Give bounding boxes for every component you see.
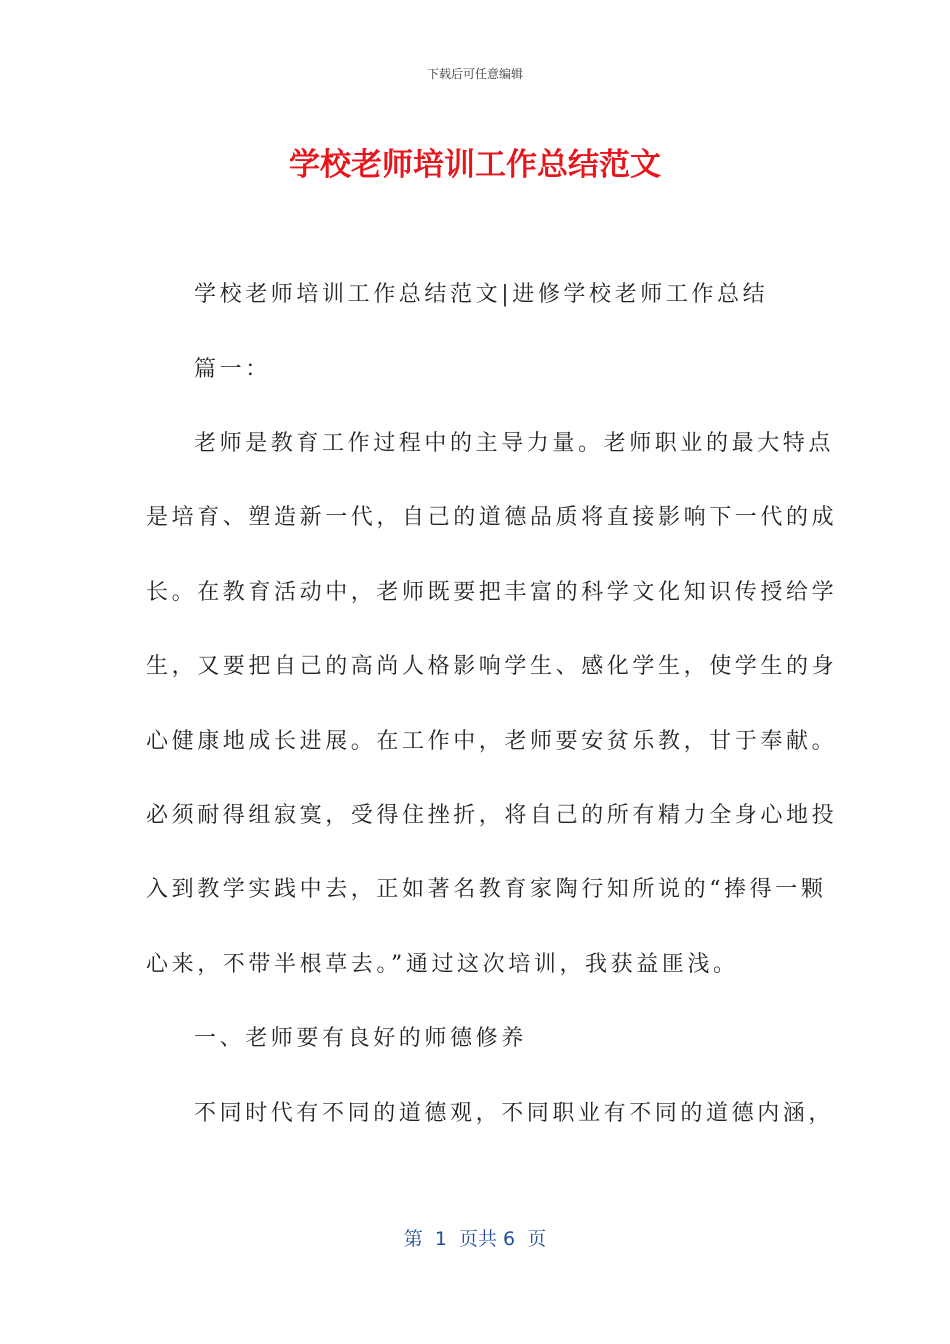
- document-title: 学校老师培训工作总结范文: [289, 147, 661, 183]
- paragraph-line: 心健康地成长进展。在工作中，老师要安贫乐教，甘于奉献。: [146, 729, 838, 754]
- section-label: 篇一：: [194, 357, 271, 382]
- page-number-footer: 第 1 页共 6 页: [403, 1228, 547, 1250]
- subtitle-line: 学校老师培训工作总结范文|进修学校老师工作总结: [194, 282, 769, 307]
- page-header-note: 下载后可任意编辑: [426, 67, 523, 81]
- section-heading: 一、老师要有良好的师德修养: [194, 1026, 527, 1051]
- paragraph-line: 长。在教育活动中，老师既要把丰富的科学文化知识传授给学: [146, 580, 838, 605]
- paragraph-line: 入到教学实践中去，正如著名教育家陶行知所说的“捧得一颗: [146, 877, 827, 902]
- paragraph-line: 老师是教育工作过程中的主导力量。老师职业的最大特点: [194, 431, 835, 456]
- paragraph-line: 生，又要把自己的高尚人格影响学生、感化学生，使学生的身: [146, 654, 838, 679]
- paragraph-line: 是培育、塑造新一代，自己的道德品质将直接影响下一代的成: [146, 505, 838, 530]
- paragraph-line: 不同时代有不同的道德观，不同职业有不同的道德内涵，: [194, 1101, 835, 1126]
- paragraph-line: 必须耐得组寂寞，受得住挫折，将自己的所有精力全身心地投: [146, 803, 838, 828]
- paragraph-line: 心来，不带半根草去。”通过这次培训，我获益匪浅。: [146, 952, 739, 977]
